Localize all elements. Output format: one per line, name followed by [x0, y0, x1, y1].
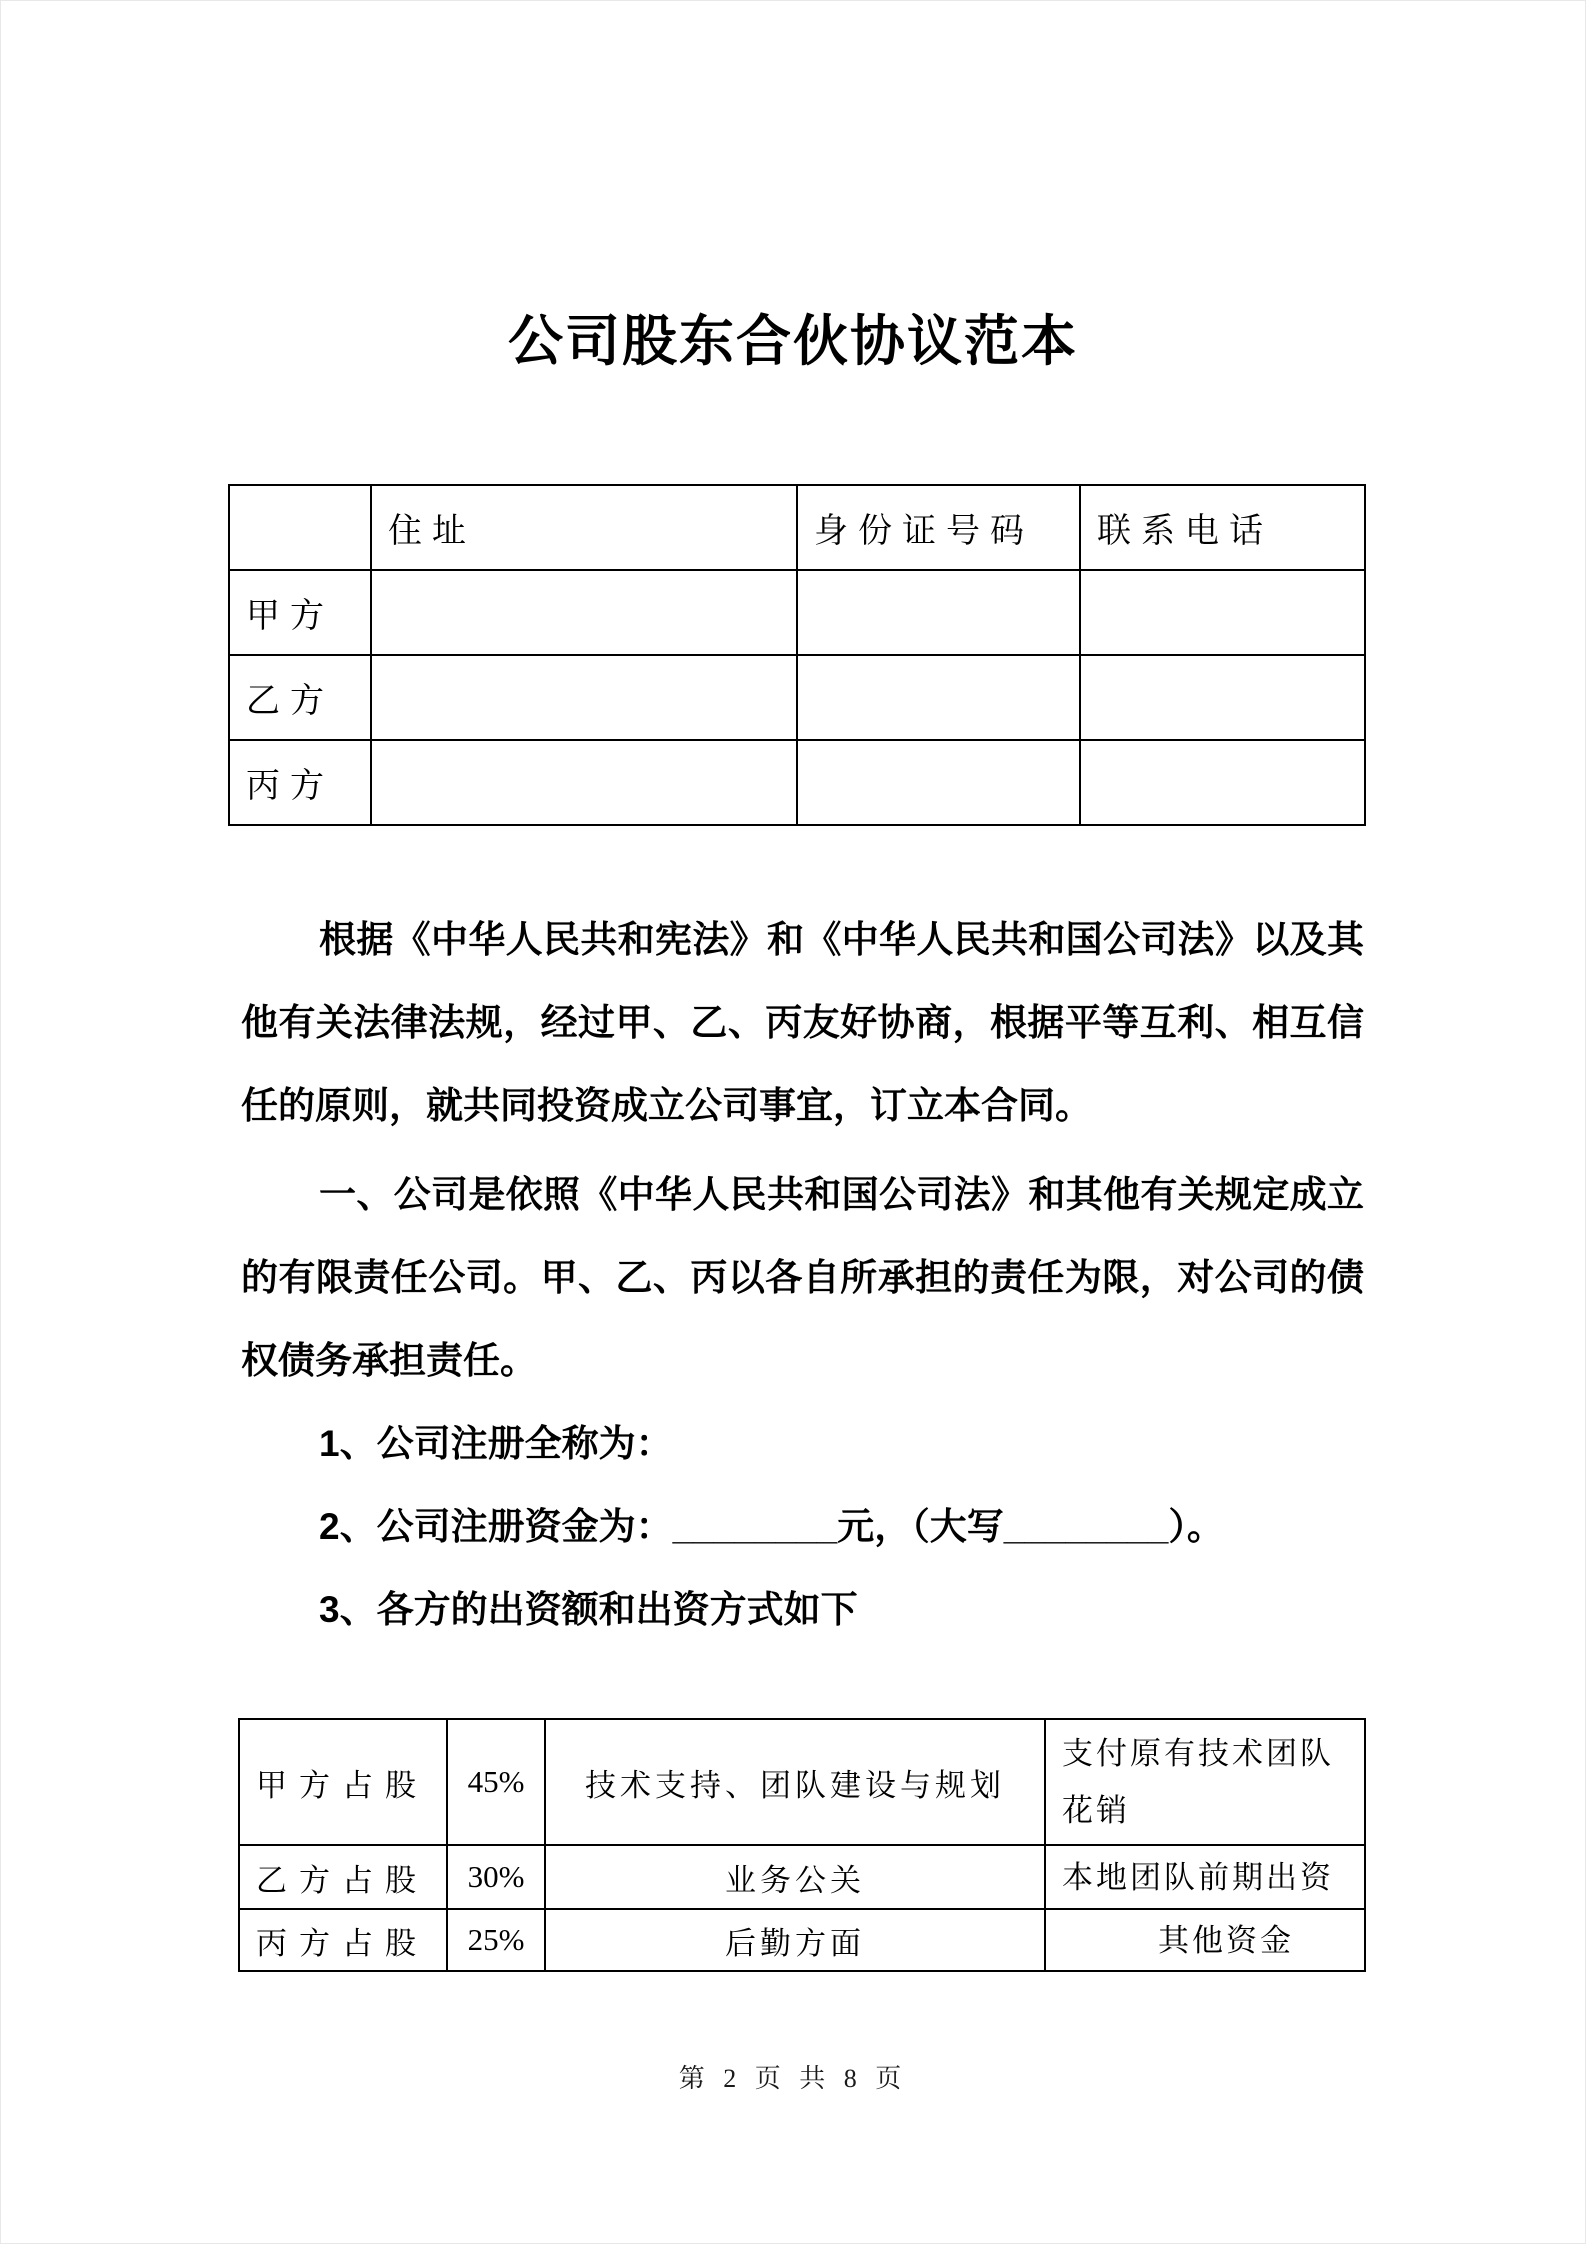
- table-row: [239, 1845, 1365, 1909]
- page-title: 公司股东合伙协议范本: [507, 310, 1078, 372]
- equity-funds: 其他资金: [1045, 1909, 1365, 1971]
- paragraph-preamble: 根据《中华人民共和宪法》和《中华人民共和国公司法》以及其他有关法律法规，经过甲、乙、丙友好协商，根据平等互利、相互信任的原则，就共同投资成立公司事宜，订立本合同。: [241, 919, 1364, 1126]
- paragraph-clause-1: 一、公司是依照《中华人民共和国公司法》和其他有关规定成立的有限责任公司。甲、乙、丙以各自所承担的责任为限，对公司的债权债务承担责任。: [241, 1174, 1364, 1381]
- parties-table: [228, 484, 1366, 826]
- equity-party: 甲方占股: [239, 1719, 447, 1845]
- body-text: [241, 898, 1364, 1651]
- table-row: [229, 740, 1365, 825]
- equity-funds: 本地团队前期出资: [1045, 1845, 1365, 1909]
- equity-share: 25%: [447, 1909, 545, 1971]
- equity-duty: 后勤方面: [545, 1909, 1045, 1971]
- equity-party: 乙方占股: [239, 1845, 447, 1909]
- table-row: [239, 1719, 1365, 1845]
- equity-party: 丙方占股: [239, 1909, 447, 1971]
- party-address-cell: [371, 740, 797, 825]
- party-id-cell: [797, 740, 1080, 825]
- party-label: 甲方: [229, 570, 371, 655]
- equity-table: [238, 1718, 1366, 1972]
- party-id-cell: [797, 570, 1080, 655]
- party-address-cell: [371, 570, 797, 655]
- table-row: [229, 655, 1365, 740]
- parties-table-header-address: 住址: [371, 485, 797, 570]
- table-row: [229, 570, 1365, 655]
- clause-item-3: 3、各方的出资额和出资方式如下: [319, 1589, 858, 1630]
- equity-funds: 支付原有技术团队花销: [1045, 1719, 1365, 1845]
- equity-duty: 业务公关: [545, 1845, 1045, 1909]
- table-row: [239, 1909, 1365, 1971]
- party-phone-cell: [1080, 655, 1365, 740]
- party-id-cell: [797, 655, 1080, 740]
- party-phone-cell: [1080, 740, 1365, 825]
- party-phone-cell: [1080, 570, 1365, 655]
- equity-duty: 技术支持、团队建设与规划: [545, 1719, 1045, 1845]
- party-label: 乙方: [229, 655, 371, 740]
- parties-table-corner-cell: [229, 485, 371, 570]
- parties-table-header-id: 身份证号码: [797, 485, 1080, 570]
- page-number-footer: 第 2 页 共 8 页: [678, 2064, 908, 2093]
- party-address-cell: [371, 655, 797, 740]
- parties-table-header-row: [229, 485, 1365, 570]
- party-label: 丙方: [229, 740, 371, 825]
- equity-share: 30%: [447, 1845, 545, 1909]
- parties-table-header-phone: 联系电话: [1080, 485, 1365, 570]
- clause-item-1: 1、公司注册全称为：: [319, 1423, 673, 1464]
- clause-item-2: 2、公司注册资金为：________元，（大写________）。: [319, 1506, 1224, 1547]
- equity-share: 45%: [447, 1719, 545, 1845]
